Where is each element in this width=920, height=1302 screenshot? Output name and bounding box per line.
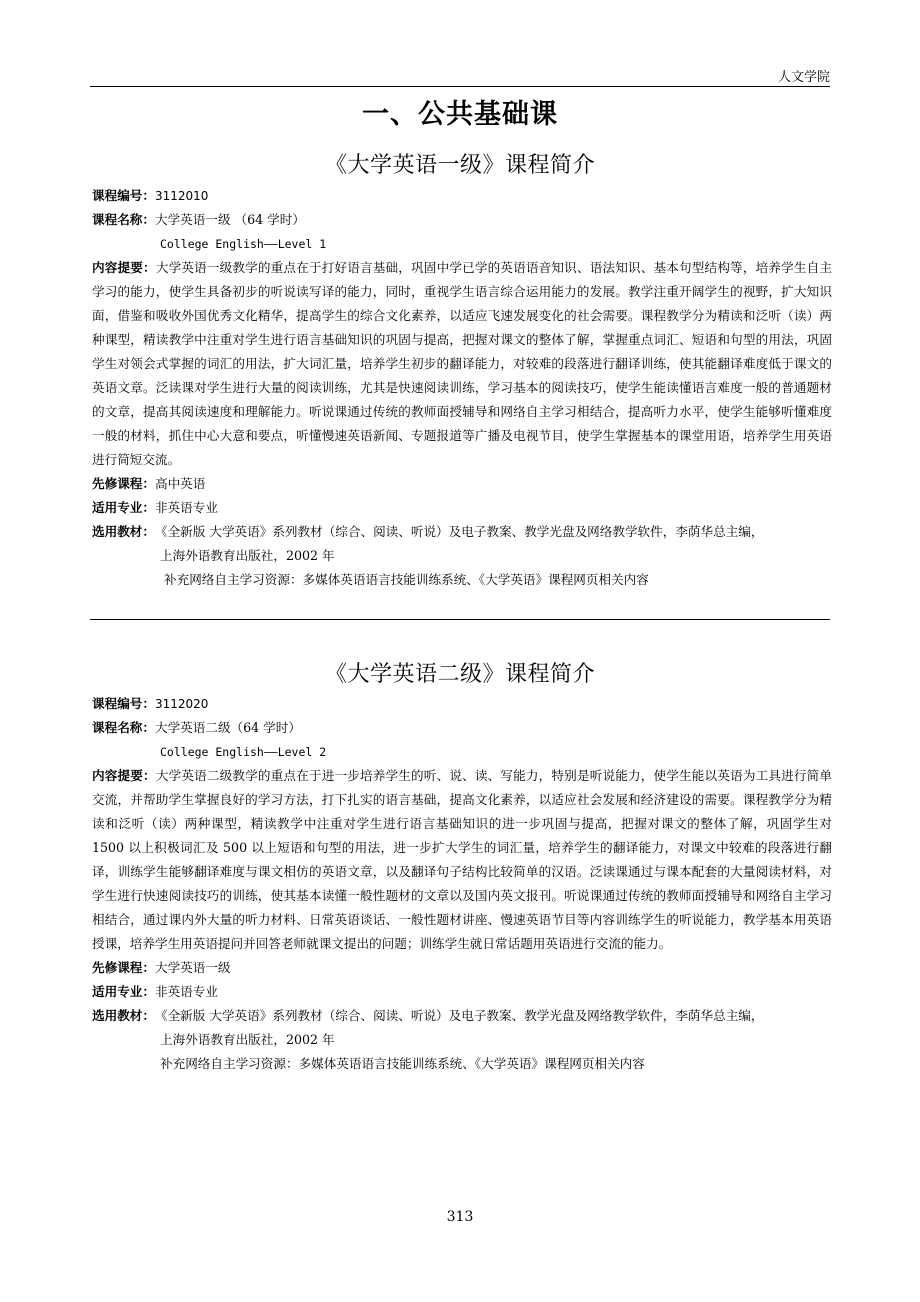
page-number: 313 [446,1209,474,1225]
course-textbook-label: 选用教材： [92,1008,155,1023]
course-code-row [92,184,832,208]
course-name-label: 课程名称： [92,720,155,735]
course-code-row [92,692,832,716]
course-name-row [92,716,832,740]
course-section-1 [92,184,832,592]
section-divider [90,619,830,620]
course-major-row [92,496,832,520]
course-textbook-value: 《全新版 大学英语》系列教材（综合、阅读、听说）及电子教案、教学光盘及网络教学软件，李荫华总主编， [154,524,764,539]
course-prereq-label: 先修课程： [92,476,155,491]
course-major-value: 非英语专业 [154,500,218,515]
course-name-row [92,208,832,232]
course-textbook-label: 选用教材： [92,524,155,539]
course-supplement: 补充网络自主学习资源：多媒体英语语言技能训练系统、《大学英语》课程网页相关内容 [160,1056,645,1071]
course-major-label: 适用专业： [92,500,155,515]
course-name-label: 课程名称： [92,212,155,227]
course-name-english: College English——Level 1 [160,237,327,251]
part-title: 一、公共基础课 [362,99,558,130]
course-prereq-value: 大学英语一级 [154,960,231,975]
course-code-value: 3112010 [154,189,209,203]
course-summary-text: 大学英语二级教学的重点在于进一步培养学生的听、说、读、写能力，特别是听说能力，使学生能以英语为工具进行简单交流，并帮助学生掌握良好的学习方法，打下扎实的语言基础，提高文化素养，以适应社会发展和经济建设的需要。课程教学分为精读和泛听（读）两种课型，精读教学中注重对学生进行语言基础知识的进一步巩固与提高，把握对课文的整体了解，巩固学生对 1500 以上积极词汇及 500 以上短语和句型的用法，进一步扩大学生的词汇量，培养学生的翻译能力，对课文中较难的段落进行翻译，训练学生能够翻译难度与课文相仿的英语文章，以及翻译句子结构比较简单的汉语。泛读课通过与课本配套的大量阅读材料，对学生进行快速阅读技巧的训练，使其基本读懂一般性题材的文章以及国内英文报刊。听说课通过传统的教师面授辅导和网络自主学习相结合，通过课内外大量的听力材料、日常英语谈话、一般性题材讲座、慢速英语节目等内容训练学生的听说能力，教学基本用英语授课，培养学生用英语提问并回答老师就课文提出的问题；训练学生就日常话题用英语进行交流的能力。 [92,768,833,951]
course-summary [92,256,832,472]
course-supplement: 补充网络自主学习资源：多媒体英语语言技能训练系统、《大学英语》课程网页相关内容 [164,572,649,587]
course-section-2 [92,692,832,1076]
course-summary-text: 大学英语一级教学的重点在于打好语言基础，巩固中学已学的英语语音知识、语法知识、基本句型结构等，培养学生自主学习的能力，使学生具备初步的听说读写译的能力，同时，重视学生语言综合运用能力的发展。教学注重开阔学生的视野，扩大知识面，借鉴和吸收外国优秀文化精华，提高学生的综合文化素养，以适应飞速发展变化的社会需要。课程教学分为精读和泛听（读）两种课型，精读教学中注重对学生进行语言基础知识的巩固与提高，把握对课文的整体了解，掌握重点词汇、短语和句型的用法，巩固学生对领会式掌握的词汇的用法，扩大词汇量，培养学生初步的翻译能力，对较难的段落进行翻译训练，使其能翻译难度低于课文的英语文章。泛读课对学生进行大量的阅读训练，尤其是快速阅读训练，学习基本的阅读技巧，使学生能读懂语言难度一般的普通题材的文章，提高其阅读速度和理解能力。听说课通过传统的教师面授辅导和网络自主学习相结合，提高听力水平，使学生能够听懂难度一般的材料，抓住中心大意和要点，听懂慢速英语新闻、专题报道等广播及电视节目，使学生掌握基本的课堂用语，培养学生用英语进行简短交流。 [92,260,833,467]
course-name-value: 大学英语二级（64 学时） [154,720,301,735]
course-name-english: College English——Level 2 [160,745,327,759]
course-summary-label: 内容提要： [92,260,156,275]
course-textbook-value: 《全新版 大学英语》系列教材（综合、阅读、听说）及电子教案、教学光盘及网络教学软件，李荫华总主编， [154,1008,764,1023]
course-major-value: 非英语专业 [154,984,218,999]
course-publisher: 上海外语教育出版社，2002 年 [160,1032,335,1047]
course-prereq-row [92,472,832,496]
course-title-1: 《大学英语一级》课程简介 [324,153,595,178]
course-prereq-label: 先修课程： [92,960,155,975]
course-prereq-row [92,956,832,980]
course-prereq-value: 高中英语 [154,476,206,491]
course-summary [92,764,832,956]
course-textbook-row [92,1004,832,1028]
course-name-value: 大学英语一级 （64 学时） [154,212,305,227]
header-department: 人文学院 [777,70,830,85]
course-title-2: 《大学英语二级》课程简介 [324,662,595,687]
course-major-row [92,980,832,1004]
course-publisher: 上海外语教育出版社，2002 年 [160,548,335,563]
course-code-label: 课程编号： [92,188,155,203]
course-major-label: 适用专业： [92,984,155,999]
course-code-value: 3112020 [154,697,209,711]
course-summary-label: 内容提要： [92,768,156,783]
course-code-label: 课程编号： [92,696,155,711]
course-textbook-row [92,520,832,544]
running-header [90,60,830,87]
